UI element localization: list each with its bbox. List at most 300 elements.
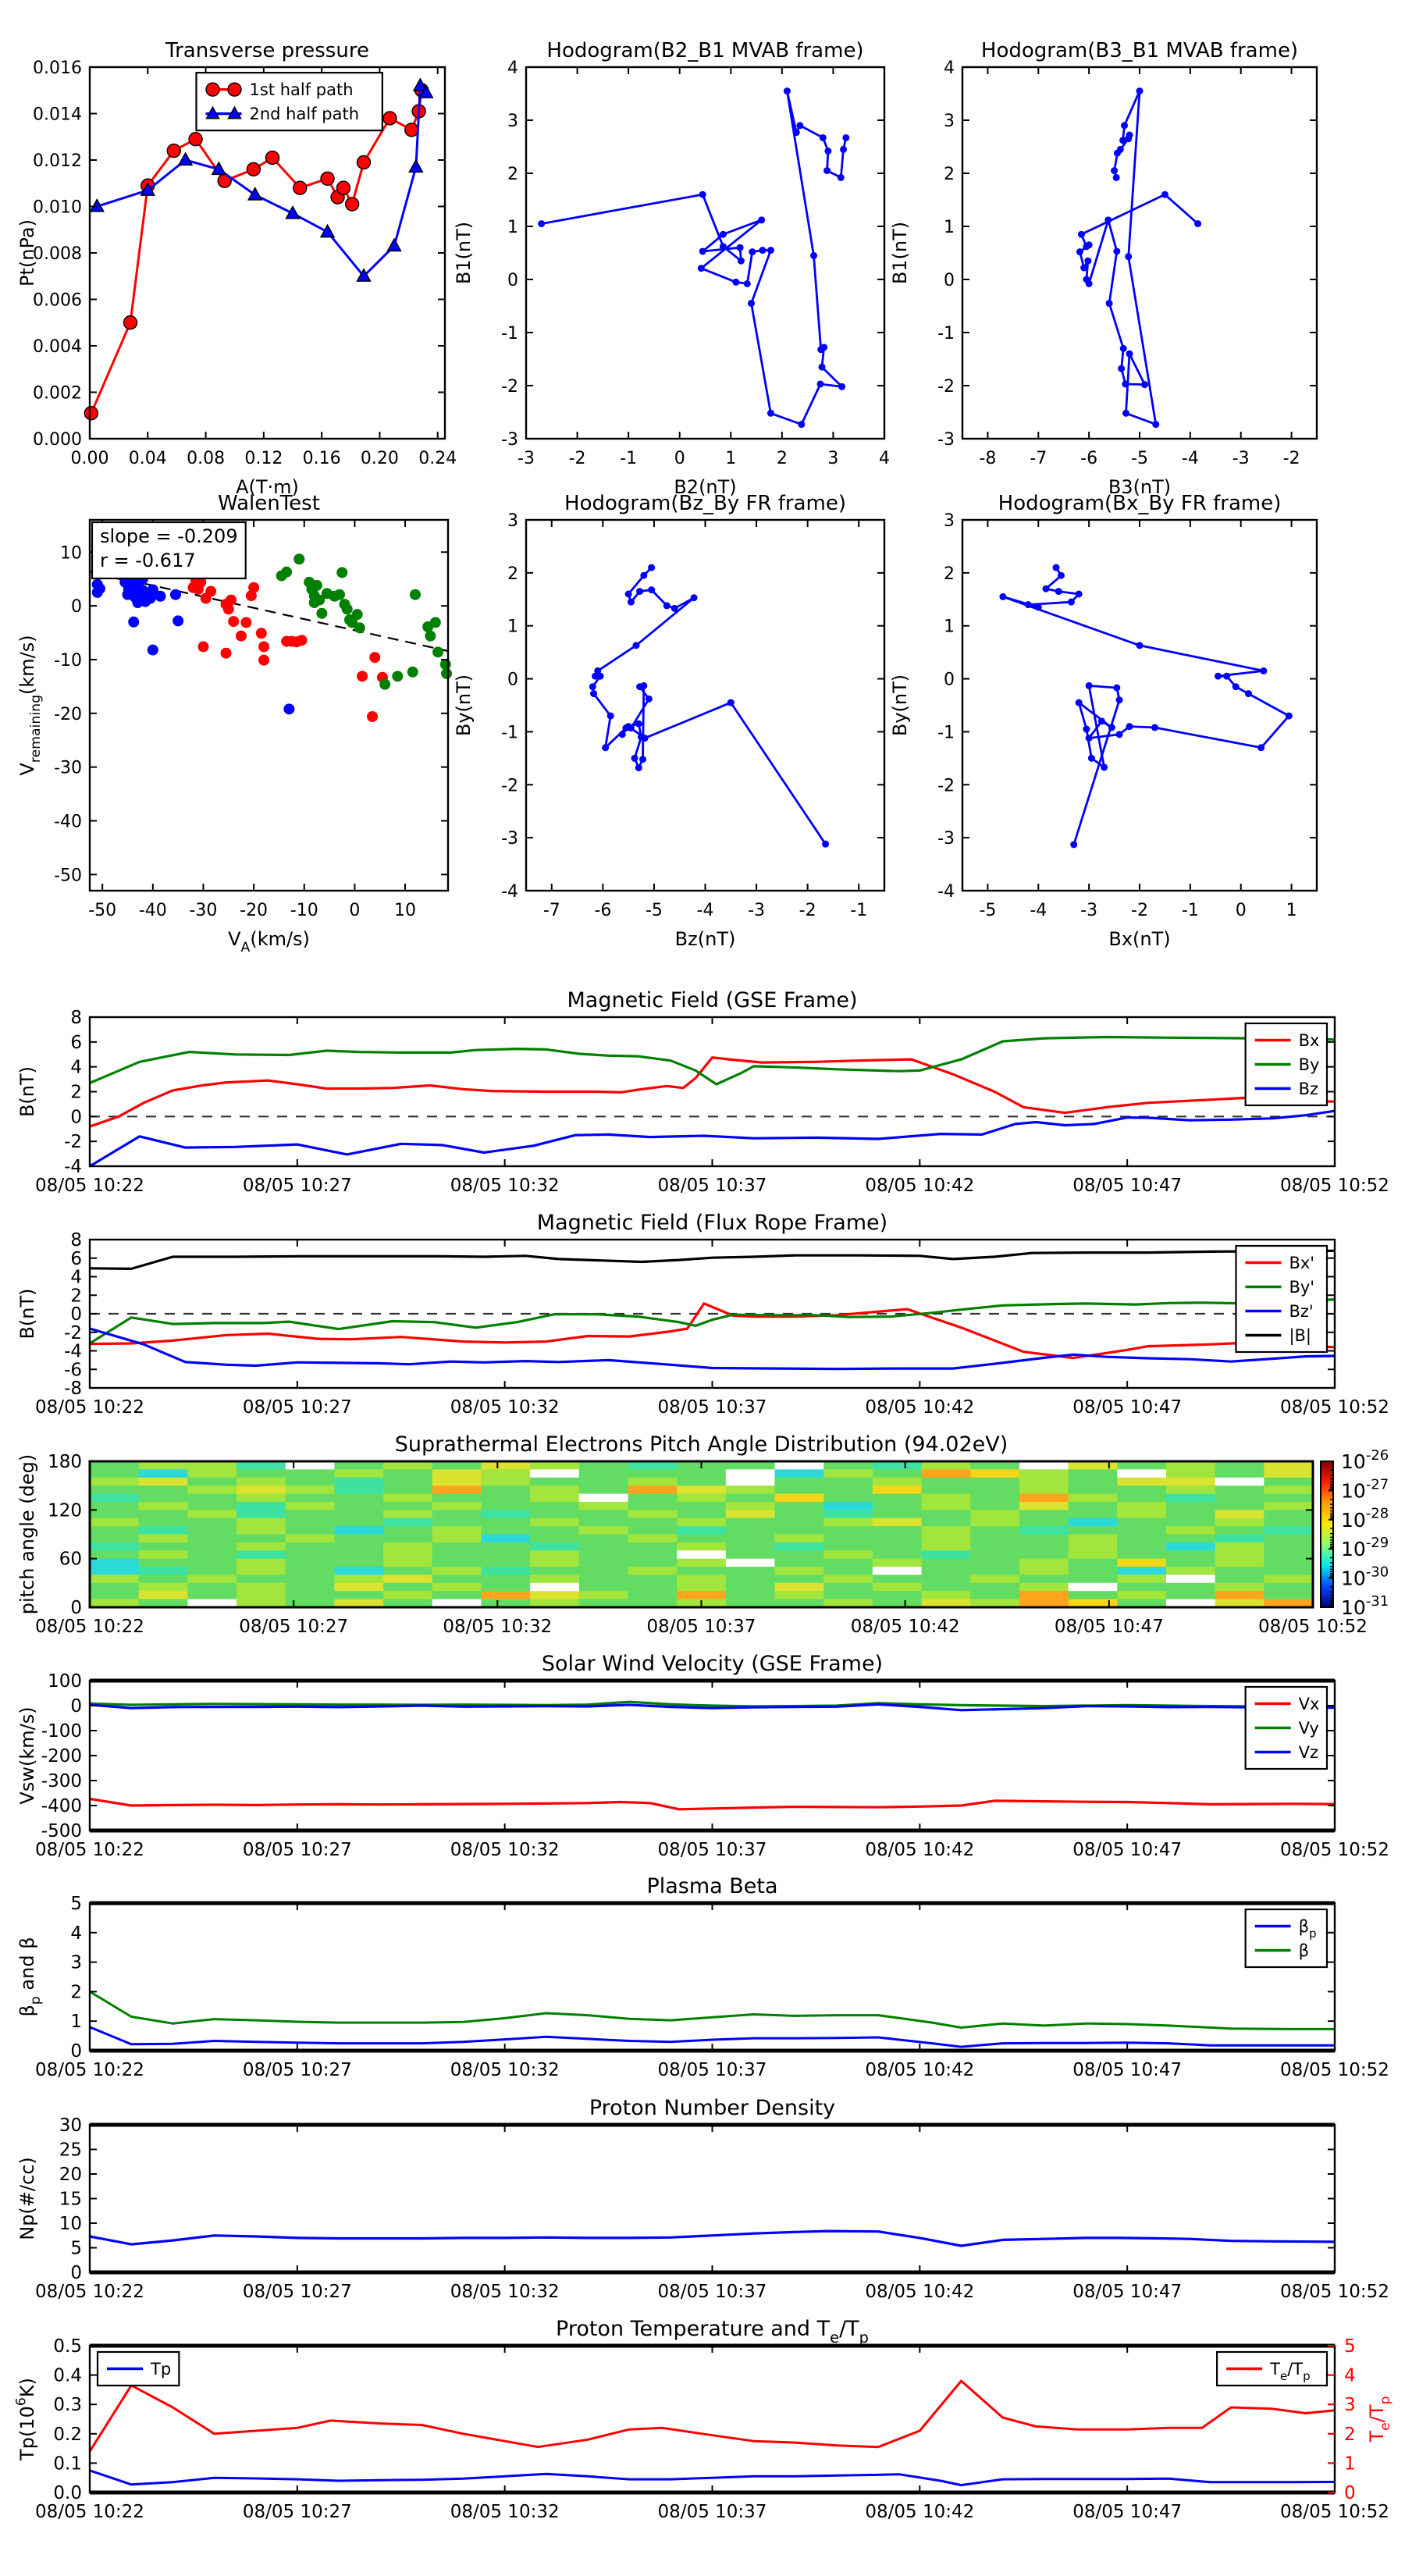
- heatmap-cell: [334, 1550, 383, 1559]
- heatmap-cell: [237, 1485, 286, 1494]
- marker-dot: [631, 755, 638, 762]
- marker-dot: [1086, 280, 1093, 287]
- marker-dot: [248, 582, 259, 593]
- heatmap-cell: [823, 1510, 873, 1518]
- heatmap-cell: [1215, 1559, 1264, 1567]
- y-tick-label: 3: [507, 112, 518, 131]
- heatmap-cell: [726, 1567, 775, 1575]
- heatmap-cell: [187, 1591, 237, 1599]
- marker-dot: [817, 346, 824, 353]
- heatmap-cell: [726, 1535, 775, 1543]
- heatmap-cell: [922, 1542, 971, 1551]
- heatmap-cell: [677, 1485, 726, 1494]
- y2-axis-label: Te/Tp: [1366, 2396, 1393, 2443]
- heatmap-cell: [1069, 1485, 1118, 1494]
- marker-dot: [1113, 174, 1120, 181]
- heatmap-cell: [530, 1510, 579, 1518]
- marker-dot: [1088, 755, 1095, 762]
- chart-title: Hodogram(B3_B1 MVAB frame): [980, 39, 1299, 62]
- marker-dot: [1101, 763, 1108, 770]
- marker-dot: [281, 567, 292, 578]
- heatmap-cell: [1264, 1526, 1313, 1535]
- heatmap-cell: [1264, 1535, 1313, 1543]
- heatmap-cell: [139, 1461, 188, 1470]
- heatmap-cell: [383, 1526, 432, 1535]
- marker-dot: [1125, 253, 1132, 260]
- heatmap-cell: [775, 1550, 824, 1559]
- marker-dot: [1260, 667, 1267, 674]
- marker-dot: [817, 380, 824, 387]
- heatmap-cell: [432, 1535, 482, 1543]
- marker-dot: [1108, 724, 1115, 731]
- marker-dot: [1043, 585, 1050, 592]
- heatmap-cell: [775, 1542, 824, 1551]
- heatmap-cell: [1166, 1542, 1215, 1551]
- heatmap-cell: [1019, 1574, 1069, 1583]
- heatmap-cell: [1264, 1559, 1313, 1567]
- heatmap-cell: [187, 1583, 237, 1592]
- heatmap-cell: [970, 1510, 1019, 1518]
- marker-dot: [838, 383, 845, 390]
- heatmap-cell: [432, 1485, 482, 1494]
- heatmap-cell: [628, 1469, 678, 1478]
- chart-bzby: [453, 492, 884, 950]
- y-tick-label: 0.4: [53, 2365, 82, 2386]
- heatmap-cell: [90, 1542, 139, 1551]
- y-tick-label: 0.004: [33, 337, 82, 357]
- marker-dot: [635, 764, 642, 771]
- heatmap-cell: [970, 1559, 1019, 1567]
- heatmap-cell: [139, 1567, 188, 1575]
- y-tick-label: 0.5: [53, 2336, 82, 2357]
- heatmap-cell: [823, 1583, 873, 1592]
- y-tick-label: 120: [48, 1500, 82, 1521]
- x-tick-label: -5: [1131, 449, 1148, 468]
- heatmap-cell: [873, 1469, 922, 1478]
- heatmap-cell: [286, 1583, 335, 1592]
- x-tick-label: 08/05 10:22: [35, 2282, 144, 2302]
- y-tick-label: 0.006: [33, 290, 82, 311]
- heatmap-cell: [187, 1518, 237, 1527]
- heatmap-cell: [481, 1502, 530, 1510]
- heatmap-cell: [286, 1478, 335, 1486]
- series-Te/Tp: [90, 2381, 1335, 2451]
- marker-dot: [767, 410, 774, 417]
- marker-dot: [1076, 248, 1083, 255]
- heatmap-cell: [628, 1583, 678, 1592]
- y2-tick-label: 1: [1344, 2453, 1356, 2475]
- heatmap-cell: [970, 1461, 1019, 1470]
- marker-dot: [699, 191, 706, 198]
- x-tick-label: -6: [1080, 449, 1098, 468]
- heatmap-cell: [530, 1583, 579, 1592]
- heatmap-cell: [775, 1591, 824, 1599]
- heatmap-cell: [1117, 1526, 1166, 1535]
- heatmap-cell: [628, 1550, 678, 1559]
- heatmap-cell: [1019, 1591, 1069, 1599]
- heatmap-cell: [873, 1478, 922, 1486]
- x-tick-label: 1: [725, 449, 737, 468]
- heatmap-cell: [579, 1535, 628, 1543]
- y-tick-label: 5: [70, 2238, 82, 2259]
- chart-walen: [16, 492, 452, 955]
- heatmap-cell: [873, 1518, 922, 1527]
- x-tick-label: 08/05 10:42: [865, 2060, 975, 2080]
- heatmap-cell: [1117, 1518, 1166, 1527]
- y-tick-label: -2: [64, 1132, 82, 1153]
- heatmap-cell: [90, 1591, 139, 1599]
- y-tick-label: -3: [501, 430, 518, 450]
- heatmap-cell: [383, 1461, 432, 1470]
- marker-dot: [1055, 588, 1062, 595]
- y-tick-label: 3: [507, 511, 518, 531]
- heatmap-cell: [775, 1478, 824, 1486]
- heatmap-cell: [628, 1494, 678, 1503]
- heatmap-cell: [90, 1535, 139, 1543]
- heatmap-cell: [1117, 1510, 1166, 1518]
- heatmap-cell: [432, 1583, 482, 1592]
- marker-dot: [94, 583, 105, 594]
- y-tick-label: 0: [944, 271, 955, 290]
- y-tick-label: 0: [70, 1696, 82, 1717]
- marker-dot: [256, 628, 267, 639]
- y-tick-label: 5: [70, 1894, 82, 1914]
- y-tick-label: 0: [70, 1107, 82, 1128]
- heatmap-cell: [530, 1478, 579, 1486]
- axis-frame: [526, 520, 884, 891]
- heatmap-cell: [90, 1469, 139, 1478]
- heatmap-cell: [1019, 1510, 1069, 1518]
- heatmap-cell: [823, 1518, 873, 1527]
- chart-title: Solar Wind Velocity (GSE Frame): [541, 1652, 884, 1676]
- marker-dot: [1245, 690, 1252, 697]
- heatmap-cell: [922, 1574, 971, 1583]
- marker-circle: [383, 112, 397, 125]
- heatmap-cell: [187, 1502, 237, 1510]
- heatmap-cell: [383, 1518, 432, 1527]
- heatmap-cell: [775, 1469, 824, 1478]
- heatmap-cell: [1215, 1526, 1264, 1535]
- marker-dot: [1194, 220, 1201, 227]
- y-axis-label: B1(nT): [889, 221, 911, 285]
- marker-dot: [173, 615, 183, 626]
- marker-dot: [410, 589, 421, 600]
- x-tick-label: 08/05 10:37: [657, 2502, 767, 2522]
- heatmap-cell: [334, 1559, 383, 1567]
- marker-dot: [999, 593, 1006, 600]
- heatmap-cell: [334, 1469, 383, 1478]
- heatmap-cell: [775, 1574, 824, 1583]
- heatmap-cell: [1264, 1478, 1313, 1486]
- y-axis-label: B(nT): [16, 1288, 38, 1340]
- heatmap-cell: [90, 1518, 139, 1527]
- legend-label: Bz: [1298, 1079, 1319, 1098]
- marker-circle: [247, 162, 260, 176]
- y-tick-label: 0.010: [33, 197, 82, 218]
- x-tick-label: 08/05 10:37: [657, 2282, 767, 2302]
- heatmap-cell: [873, 1567, 922, 1575]
- marker-dot: [1121, 122, 1128, 129]
- heatmap-cell: [530, 1526, 579, 1535]
- marker-dot: [430, 617, 441, 628]
- marker-dot: [720, 243, 727, 250]
- heatmap-cell: [579, 1494, 628, 1503]
- heatmap-cell: [775, 1535, 824, 1543]
- marker-dot: [1084, 258, 1091, 265]
- x-axis-label: B2(nT): [674, 476, 737, 498]
- heatmap-cell: [677, 1526, 726, 1535]
- y-tick-label: 0.000: [33, 430, 82, 450]
- marker-dot: [635, 720, 642, 728]
- x-tick-label: -50: [88, 901, 117, 920]
- heatmap-cell: [1019, 1478, 1069, 1486]
- marker-dot: [170, 589, 181, 600]
- x-tick-label: 08/05 10:42: [865, 1176, 975, 1196]
- x-tick-label: 0.04: [128, 449, 167, 468]
- heatmap-cell: [237, 1591, 286, 1599]
- marker-dot: [1152, 421, 1159, 428]
- y-axis-label: Pt(nPa): [16, 219, 38, 286]
- heatmap-cell: [334, 1526, 383, 1535]
- heatmap-cell: [1069, 1559, 1118, 1567]
- heatmap-cell: [1264, 1461, 1313, 1470]
- y-tick-label: -10: [54, 650, 82, 671]
- heatmap-cell: [1166, 1550, 1215, 1559]
- x-tick-label: 08/05 10:47: [1054, 1617, 1164, 1637]
- series-Np: [90, 2231, 1335, 2246]
- y-tick-label: -2: [501, 377, 518, 397]
- series-Vx: [90, 1799, 1335, 1809]
- x-tick-label: -2: [568, 449, 586, 468]
- heatmap-cell: [1019, 1535, 1069, 1543]
- heatmap-cell: [1019, 1485, 1069, 1494]
- heatmap-cell: [237, 1535, 286, 1543]
- heatmap-cell: [1166, 1518, 1215, 1527]
- marker-dot: [646, 696, 653, 703]
- heatmap-cell: [823, 1567, 873, 1575]
- heatmap-cell: [286, 1574, 335, 1583]
- y-axis-label: pitch angle (deg): [16, 1453, 38, 1615]
- heatmap-cell: [530, 1502, 579, 1510]
- marker-dot: [226, 595, 237, 606]
- heatmap-cell: [726, 1559, 775, 1567]
- y-tick-label: -3: [937, 829, 955, 849]
- marker-dot: [432, 646, 443, 657]
- heatmap-cell: [628, 1559, 678, 1567]
- heatmap-cell: [286, 1518, 335, 1527]
- heatmap-cell: [970, 1502, 1019, 1510]
- heatmap-cell: [432, 1591, 482, 1599]
- heatmap-cell: [1019, 1567, 1069, 1575]
- marker-dot: [758, 216, 765, 223]
- marker-dot: [392, 671, 403, 681]
- heatmap-cell: [970, 1574, 1019, 1583]
- heatmap-cell: [628, 1461, 678, 1470]
- legend-label: Vz: [1298, 1742, 1319, 1762]
- y-tick-label: 0: [70, 1304, 82, 1325]
- heatmap-cell: [726, 1591, 775, 1599]
- marker-dot: [619, 731, 626, 738]
- heatmap-cell: [579, 1591, 628, 1599]
- heatmap-cell: [775, 1461, 824, 1470]
- heatmap-cell: [579, 1461, 628, 1470]
- heatmap-cell: [922, 1461, 971, 1470]
- heatmap-cell: [286, 1542, 335, 1551]
- heatmap-cell: [775, 1485, 824, 1494]
- marker-dot: [1076, 591, 1083, 598]
- heatmap-cell: [775, 1583, 824, 1592]
- marker-dot: [258, 641, 269, 652]
- heatmap-cell: [334, 1567, 383, 1575]
- heatmap-cell: [530, 1550, 579, 1559]
- chart-title: Magnetic Field (GSE Frame): [567, 988, 858, 1012]
- x-tick-label: 0.20: [360, 449, 399, 468]
- y-tick-label: 8: [70, 1230, 82, 1251]
- heatmap-cell: [1069, 1583, 1118, 1592]
- heatmap-cell: [726, 1502, 775, 1510]
- colorbar-label: 10-31: [1341, 1592, 1389, 1619]
- heatmap-cell: [1264, 1567, 1313, 1575]
- heatmap-cell: [970, 1550, 1019, 1559]
- heatmap-cell: [677, 1478, 726, 1486]
- marker-dot: [796, 122, 803, 129]
- heatmap-cell: [432, 1559, 482, 1567]
- x-tick-label: 08/05 10:22: [35, 1176, 144, 1196]
- heatmap-cell: [873, 1485, 922, 1494]
- series-1st half path: [91, 91, 422, 414]
- chart-fr: [16, 1211, 1389, 1418]
- heatmap-cell: [1019, 1469, 1069, 1478]
- heatmap-cell: [1117, 1574, 1166, 1583]
- x-axis-label: VA(km/s): [228, 928, 310, 955]
- marker-dot: [824, 148, 831, 155]
- marker-dot: [698, 265, 705, 272]
- heatmap-cell: [530, 1559, 579, 1567]
- y-axis-label: Tp(106K): [13, 2378, 38, 2460]
- heatmap-cell: [286, 1494, 335, 1503]
- heatmap-cell: [481, 1591, 530, 1599]
- y-tick-label: -1: [937, 723, 955, 743]
- marker-dot: [1125, 135, 1132, 142]
- heatmap-cell: [383, 1591, 432, 1599]
- marker-dot: [1098, 717, 1105, 724]
- y-tick-label: -300: [41, 1771, 82, 1791]
- x-tick-label: -4: [1030, 901, 1048, 920]
- x-tick-label: 3: [827, 449, 839, 468]
- heatmap-cell: [1166, 1574, 1215, 1583]
- marker-dot: [441, 668, 452, 679]
- heatmap-cell: [873, 1591, 922, 1599]
- y-tick-label: -30: [54, 758, 82, 778]
- heatmap-cell: [1215, 1510, 1264, 1518]
- marker-dot: [1086, 682, 1093, 689]
- heatmap-cell: [775, 1559, 824, 1567]
- heatmap-cell: [775, 1502, 824, 1510]
- x-tick-label: 08/05 10:42: [865, 2502, 975, 2522]
- marker-dot: [1120, 345, 1127, 352]
- marker-dot: [589, 683, 596, 690]
- marker-dot: [642, 735, 649, 742]
- marker-dot: [1080, 265, 1087, 272]
- y-axis-label: Vremaining(km/s): [16, 635, 44, 776]
- y-tick-label: 0: [70, 1598, 82, 1618]
- marker-dot: [1118, 365, 1125, 372]
- heatmap-cell: [970, 1494, 1019, 1503]
- x-tick-label: -3: [1232, 449, 1250, 468]
- heatmap-cell: [1069, 1574, 1118, 1583]
- heatmap-cell: [873, 1510, 922, 1518]
- marker-dot: [819, 364, 826, 371]
- marker-dot: [316, 608, 327, 619]
- heatmap-cell: [1166, 1591, 1215, 1599]
- x-tick-label: 08/05 10:52: [1258, 1617, 1368, 1637]
- x-tick-label: 08/05 10:37: [657, 1397, 767, 1418]
- marker-dot: [784, 87, 791, 94]
- y-tick-label: -2: [501, 776, 518, 796]
- legend-label: Te/Tp: [1270, 2359, 1311, 2383]
- marker-dot: [197, 641, 208, 652]
- x-tick-label: 08/05 10:37: [657, 1176, 767, 1196]
- heatmap-cell: [530, 1494, 579, 1503]
- heatmap-cell: [530, 1535, 579, 1543]
- heatmap-cell: [1069, 1542, 1118, 1551]
- x-axis-label: A(T·m): [236, 476, 299, 498]
- heatmap-cell: [90, 1550, 139, 1559]
- heatmap-cell: [286, 1591, 335, 1599]
- marker-circle: [337, 181, 350, 194]
- heatmap-cell: [481, 1526, 530, 1535]
- marker-dot: [759, 247, 766, 254]
- heatmap-cell: [775, 1526, 824, 1535]
- heatmap-cell: [481, 1583, 530, 1592]
- heatmap-cell: [579, 1510, 628, 1518]
- chart-np: [16, 2096, 1389, 2302]
- x-tick-label: 08/05 10:27: [242, 1840, 352, 1860]
- heatmap-cell: [1215, 1494, 1264, 1503]
- marker-dot: [336, 567, 347, 578]
- y-tick-label: 2: [70, 1082, 82, 1103]
- series-By: [90, 1037, 1335, 1085]
- heatmap-cell: [90, 1583, 139, 1592]
- heatmap-cell: [970, 1526, 1019, 1535]
- heatmap-cell: [922, 1494, 971, 1503]
- x-tick-label: 08/05 10:47: [1072, 1840, 1183, 1860]
- marker-dot: [1126, 350, 1133, 358]
- chart-title: Magnetic Field (Flux Rope Frame): [536, 1211, 888, 1235]
- heatmap-cell: [726, 1494, 775, 1503]
- heatmap-cell: [579, 1526, 628, 1535]
- marker-dot: [1116, 696, 1123, 703]
- heatmap-cell: [677, 1559, 726, 1567]
- y-tick-label: 1: [944, 218, 955, 237]
- y-tick-label: 0: [71, 597, 82, 617]
- chart-beta: [16, 1874, 1389, 2080]
- marker-dot: [1106, 300, 1113, 307]
- heatmap-cell: [579, 1574, 628, 1583]
- heatmap-cell: [237, 1494, 286, 1503]
- x-tick-label: 08/05 10:32: [450, 1840, 560, 1860]
- x-tick-label: 0: [1235, 901, 1247, 920]
- heatmap-cell: [139, 1583, 188, 1592]
- x-tick-label: 08/05 10:32: [450, 2060, 560, 2080]
- heatmap-cell: [726, 1510, 775, 1518]
- x-tick-label: 0.12: [244, 449, 283, 468]
- x-tick-label: 08/05 10:52: [1280, 2502, 1389, 2522]
- heatmap-cell: [90, 1478, 139, 1486]
- heatmap-cell: [481, 1550, 530, 1559]
- heatmap-cell: [1215, 1535, 1264, 1543]
- marker-triangle: [321, 225, 334, 237]
